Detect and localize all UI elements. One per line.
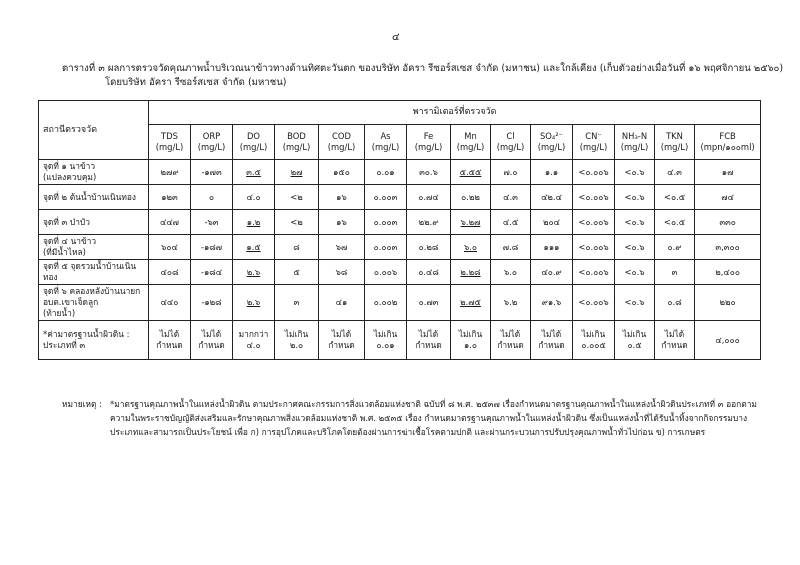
cell-value: ๐.๔๘: [418, 266, 439, 277]
standard-value: ไม่เกิน ๒.๐: [275, 321, 319, 360]
table-cell: [531, 285, 573, 321]
table-cell: [275, 160, 319, 185]
table-cell: [365, 235, 407, 260]
standard-value: ไม่ได้ กำหนด: [491, 321, 531, 360]
cell-value: <๐.๖: [624, 166, 645, 177]
cell-value: ๒.๒๘: [460, 266, 481, 277]
table-cell: [407, 285, 451, 321]
cell-value: ๑.๕: [246, 241, 261, 252]
table-cell: [233, 285, 275, 321]
table-cell: [149, 260, 191, 285]
param-unit: (mg/L): [456, 142, 485, 152]
table-cell: [191, 235, 233, 260]
table-cell: [655, 160, 695, 185]
param-name: Cl: [506, 131, 515, 141]
table-cell: [491, 160, 531, 185]
cell-value: ๒.๖: [246, 266, 261, 277]
cell-value: -๑๘๗: [200, 241, 223, 252]
cell-value: ๘: [293, 241, 300, 252]
table-row: [39, 160, 761, 185]
cell-value: ๔.๐: [246, 191, 261, 202]
table-cell: [275, 260, 319, 285]
cell-value: <๐.๖: [624, 191, 645, 202]
cell-value: ๐.๐๐๖: [373, 266, 398, 277]
standard-value: ไม่ได้ กำหนด: [191, 321, 233, 360]
table-cell: [615, 235, 655, 260]
cell-value: ๔๒.๔: [541, 191, 562, 202]
cell-value: ๐.๐๐๓: [373, 191, 398, 202]
param-unit: (mg/L): [579, 142, 608, 152]
table-cell: [275, 210, 319, 235]
page-number: ๔: [392, 32, 400, 43]
param-header: [149, 125, 191, 160]
cell-value: ๐.๒๒: [461, 191, 480, 202]
standard-value: ไม่เกิน ๐.๕: [615, 321, 655, 360]
cell-value: ๑๒๓: [161, 191, 178, 202]
cell-value: ๑.๑: [544, 166, 559, 177]
standard-value: ไม่ได้ กำหนด: [531, 321, 573, 360]
param-header: [451, 125, 491, 160]
param-unit: (mg/L): [155, 142, 184, 152]
table-cell: [573, 235, 615, 260]
cell-value: ๗.๐: [503, 166, 518, 177]
param-unit: (mg/L): [496, 142, 525, 152]
cell-value: <๐.๕: [663, 191, 686, 202]
param-unit: (mg/L): [197, 142, 226, 152]
cell-value: ๑๑๑: [543, 241, 560, 252]
param-unit: (mpn/๑๐๐ml): [700, 142, 755, 152]
param-header: [319, 125, 365, 160]
table-cell: [275, 185, 319, 210]
table-cell: [275, 235, 319, 260]
table-cell: [615, 260, 655, 285]
table-cell: [365, 160, 407, 185]
param-name: FCB: [719, 131, 736, 141]
param-header: [365, 125, 407, 160]
param-name: As: [380, 131, 391, 141]
param-name: DO: [246, 131, 261, 141]
table-cell: [319, 285, 365, 321]
standard-value: ไม่ได้ กำหนด: [407, 321, 451, 360]
table-cell: [451, 185, 491, 210]
cell-value: <๐.๐๐๖: [578, 216, 609, 227]
table-cell: [573, 210, 615, 235]
table-cell: [191, 285, 233, 321]
table-cell: [451, 260, 491, 285]
table-cell: [695, 285, 761, 321]
cell-value: -๑๗๓: [201, 166, 222, 177]
cell-value: <๒: [290, 216, 303, 227]
cell-value: ๓.๕: [246, 166, 261, 177]
station-name: จุดที่ ๖ คลองหลังบ้านนายก อบต.เขาเจ็ดลูก (ท้ายน้ำ): [39, 285, 149, 321]
cell-value: ๖๗: [335, 241, 348, 252]
cell-value: ๑๗: [721, 166, 734, 177]
cell-value: ๐.๐๑: [376, 166, 395, 177]
table-cell: [695, 185, 761, 210]
table-cell: [491, 185, 531, 210]
table-cell: [451, 285, 491, 321]
table-cell: [319, 210, 365, 235]
param-header: [695, 125, 761, 160]
table-cell: [233, 210, 275, 235]
standard-row: [39, 321, 761, 360]
cell-value: ๒๒๐: [719, 297, 736, 307]
cell-value: ๐.๐๐๒: [373, 297, 398, 307]
table-cell: [695, 160, 761, 185]
cell-value: ๖๘: [335, 266, 348, 277]
cell-value: ๔๐๘: [160, 266, 179, 277]
cell-value: <๐.๖: [624, 216, 645, 227]
table-cell: [491, 260, 531, 285]
table-cell: [365, 210, 407, 235]
cell-value: ๒๒.๙: [418, 216, 439, 227]
standard-value: มากกว่า ๔.๐: [233, 321, 275, 360]
table-cell: [531, 185, 573, 210]
cell-value: <๐.๖: [624, 241, 645, 252]
param-unit: (mg/L): [414, 142, 443, 152]
title-line-2: โดยบริษัท อัครา รีซอร์สเซส จำกัด (มหาชน): [105, 77, 287, 88]
param-header: [191, 125, 233, 160]
water-quality-table: [38, 100, 761, 360]
footnote-label: หมายเหตุ :: [62, 399, 102, 409]
table-cell: [233, 235, 275, 260]
cell-value: ๓๐.๖: [419, 166, 438, 177]
cell-value: ๔.๕: [502, 216, 519, 227]
cell-value: ๐.๐๐๓: [373, 216, 398, 227]
cell-value: ๒๗: [290, 166, 303, 177]
table-cell: [655, 185, 695, 210]
cell-value: ๗๔: [721, 191, 734, 202]
table-cell: [365, 185, 407, 210]
cell-value: ๕.๕๕: [459, 166, 482, 177]
table-cell: [655, 260, 695, 285]
param-name: ORP: [202, 131, 221, 141]
param-header: [233, 125, 275, 160]
table-cell: [191, 185, 233, 210]
table-cell: [695, 235, 761, 260]
param-name: BOD: [287, 131, 306, 141]
cell-value: ๐.๗๔: [418, 191, 439, 202]
table-cell: [531, 210, 573, 235]
standard-value: ไม่เกิน ๐.๐๑: [365, 321, 407, 360]
cell-value: ๔๑: [335, 297, 348, 307]
table-cell: [149, 210, 191, 235]
param-header: [275, 125, 319, 160]
station-name: จุดที่ ๑ นาข้าว (แปลงควบคุม): [39, 160, 149, 185]
cell-value: ๐.๐๐๓: [373, 241, 398, 252]
table-cell: [191, 210, 233, 235]
cell-value: ๐.๙: [667, 241, 682, 252]
cell-value: -๖๓: [204, 216, 219, 227]
cell-value: <๒: [290, 191, 303, 202]
station-name: จุดที่ ๕ จุดรวมน้ำบ้านเนินทอง: [39, 260, 149, 285]
cell-value: ๔๔๐: [160, 297, 179, 307]
standard-value: ไม่เกิน ๐.๐๐๕: [573, 321, 615, 360]
cell-value: ๖.๐: [463, 241, 478, 252]
cell-value: ๑๕๐: [333, 166, 350, 177]
standard-label: *ค่ามาตรฐานน้ำผิวดิน : ประเภทที่ ๓: [39, 321, 149, 360]
table-cell: [655, 235, 695, 260]
params-header: พารามิเตอร์ที่ตรวจวัด: [149, 101, 761, 125]
cell-value: ๓: [671, 266, 678, 277]
table-row: [39, 210, 761, 235]
cell-value: <๐.๕: [663, 216, 686, 227]
param-header: [573, 125, 615, 160]
param-unit: (mg/L): [282, 142, 311, 152]
table-cell: [491, 235, 531, 260]
table-cell: [149, 235, 191, 260]
table-cell: [191, 160, 233, 185]
standard-value: ไม่เกิน ๑.๐: [451, 321, 491, 360]
cell-value: <๐.๐๐๖: [578, 266, 609, 277]
table-cell: [615, 160, 655, 185]
cell-value: ๔๐.๙: [541, 266, 562, 277]
table-cell: [319, 260, 365, 285]
standard-value: ไม่ได้ กำหนด: [149, 321, 191, 360]
param-unit: (mg/L): [660, 142, 689, 152]
station-name: จุดที่ ๔ นาข้าว (ที่มีน้ำไหล): [39, 235, 149, 260]
table-row: [39, 185, 761, 210]
cell-value: ๔.๓: [667, 166, 682, 177]
param-header: [655, 125, 695, 160]
table-cell: [233, 260, 275, 285]
table-cell: [615, 285, 655, 321]
cell-value: ๑๖: [336, 191, 347, 202]
table-cell: [275, 285, 319, 321]
param-name: TKN: [666, 131, 683, 141]
table-cell: [615, 185, 655, 210]
param-unit: (mg/L): [537, 142, 566, 152]
station-name: จุดที่ ๓ ป่าบัว: [39, 210, 149, 235]
cell-value: <๐.๐๐๖: [578, 241, 609, 252]
table-cell: [615, 210, 655, 235]
table-cell: [451, 160, 491, 185]
cell-value: <๐.๐๐๖: [578, 166, 609, 177]
cell-value: ๓: [293, 297, 300, 307]
cell-value: ๔.๓: [503, 191, 518, 202]
standard-value: ไม่ได้ กำหนด: [319, 321, 365, 360]
table-cell: [695, 210, 761, 235]
cell-value: ๖.๐: [503, 266, 518, 277]
table-cell: [451, 210, 491, 235]
table-cell: [573, 160, 615, 185]
table-cell: [365, 285, 407, 321]
footnote-text: *มาตรฐานคุณภาพน้ำในแหล่งน้ำผิวดิน ตามประกาศคณะกรรมการสิ่งแวดล้อมแห่งชาติ ฉบับที่ ๘ พ.ศ. ๒๕๓๗ เรื่องกำหนดมาตรฐานคุณภาพน้ำในแหล่งน้ำผิวดินประเภทที่ ๓ ออกตามความในพระราชบัญญัติส่งเสริมและรักษาคุณภาพสิ่งแวดล้อมแห่งชาติ พ.ศ. ๒๕๓๕ เรื่อง กำหนดมาตรฐานคุณภาพน้ำในแหล่งน้ำผิวดิน ซึ่งเป็นแหล่งน้ำที่ได้รับน้ำทิ้งจากกิจกรรมบางประเภทและสามารถเป็นประโยชน์ เพื่อ ก) การอุปโภคและบริโภคโดยต้องผ่านการฆ่าเชื้อโรคตามปกติ และผ่านกระบวนการปรับปรุงคุณภาพน้ำทั่วไปก่อน ข) การเกษตร: [110, 399, 757, 437]
param-header: [491, 125, 531, 160]
title-line-1: ตารางที่ ๓ ผลการตรวจวัดคุณภาพน้ำบริเวณนาข้าวทางด้านทิศตะวันตก ของบริษัท อัครา รีซอร์สเซส จำกัด (มหาชน) และใกล้เคียง (เก็บตัวอย่างเมื่อวันที่ ๑๖ พฤศจิกายน ๒๕๖๐): [62, 63, 784, 74]
param-name: Fe: [423, 131, 434, 141]
cell-value: -๑๘๔: [200, 266, 223, 277]
cell-value: ๕: [293, 266, 300, 277]
cell-value: ๐.๒๘: [418, 241, 439, 252]
table-cell: [573, 260, 615, 285]
cell-value: ๓๓๐: [719, 216, 736, 227]
cell-value: ๙๑.๖: [541, 297, 562, 307]
param-name: CN⁻: [585, 131, 602, 141]
param-name: COD: [332, 131, 351, 141]
cell-value: <๐.๖: [624, 266, 645, 277]
table-title: [62, 62, 782, 90]
cell-value: ๔๔๗: [160, 216, 179, 227]
table-cell: [531, 260, 573, 285]
param-unit: (mg/L): [327, 142, 356, 152]
table-cell: [149, 160, 191, 185]
table-row: [39, 235, 761, 260]
table-cell: [655, 210, 695, 235]
standard-value: ๔,๐๐๐: [695, 321, 761, 360]
param-unit: (mg/L): [239, 142, 268, 152]
cell-value: ๗.๘: [502, 241, 519, 252]
cell-value: ๑.๒: [246, 216, 261, 227]
table-cell: [573, 285, 615, 321]
footnote: [62, 397, 772, 439]
table-cell: [407, 160, 451, 185]
station-header: สถานีตรวจวัด: [39, 101, 149, 160]
cell-value: ๒,๔๐๐: [715, 266, 740, 277]
param-header: [531, 125, 573, 160]
table-cell: [531, 235, 573, 260]
cell-value: ๐: [208, 191, 215, 202]
cell-value: <๐.๐๐๖: [578, 191, 609, 202]
table-cell: [319, 160, 365, 185]
standard-value: ไม่ได้ กำหนด: [655, 321, 695, 360]
cell-value: ๒๗๙: [160, 166, 179, 177]
cell-value: <๐.๖: [624, 297, 645, 307]
cell-value: ๒.๗๕: [460, 297, 481, 307]
table-cell: [491, 210, 531, 235]
table-cell: [149, 285, 191, 321]
table-row: [39, 285, 761, 321]
table-cell: [407, 185, 451, 210]
cell-value: ๑๖: [336, 216, 347, 227]
table-cell: [695, 260, 761, 285]
table-cell: [319, 185, 365, 210]
cell-value: -๑๒๘: [201, 297, 222, 307]
table-cell: [407, 210, 451, 235]
table-cell: [365, 260, 407, 285]
table-cell: [573, 185, 615, 210]
param-unit: (mg/L): [371, 142, 400, 152]
table-cell: [233, 185, 275, 210]
table-cell: [451, 235, 491, 260]
table-cell: [233, 160, 275, 185]
table-cell: [531, 160, 573, 185]
table-cell: [407, 260, 451, 285]
table-cell: [191, 260, 233, 285]
table-cell: [407, 235, 451, 260]
cell-value: <๐.๐๐๖: [578, 297, 609, 307]
table-cell: [491, 285, 531, 321]
cell-value: ๖.๒๗: [460, 216, 481, 227]
table-cell: [319, 235, 365, 260]
cell-value: ๖๐๔: [161, 241, 178, 252]
table-cell: [149, 185, 191, 210]
cell-value: ๐.๗๓: [418, 297, 439, 307]
param-name: Mn: [464, 131, 477, 141]
station-name: จุดที่ ๒ ต้นน้ำบ้านเนินทอง: [39, 185, 149, 210]
cell-value: ๒๐๔: [543, 216, 560, 227]
cell-value: ๒.๖: [246, 297, 261, 307]
param-unit: (mg/L): [620, 142, 649, 152]
cell-value: ๖.๒: [503, 297, 518, 307]
param-name: SO₄²⁻: [539, 131, 564, 141]
cell-value: ๐.๘: [667, 297, 682, 307]
table-row: [39, 260, 761, 285]
param-name: TDS: [161, 131, 178, 141]
table-cell: [655, 285, 695, 321]
param-header: [407, 125, 451, 160]
cell-value: ๓,๓๐๐: [715, 241, 740, 252]
param-name: NH₃-N: [621, 131, 648, 141]
param-header: [615, 125, 655, 160]
